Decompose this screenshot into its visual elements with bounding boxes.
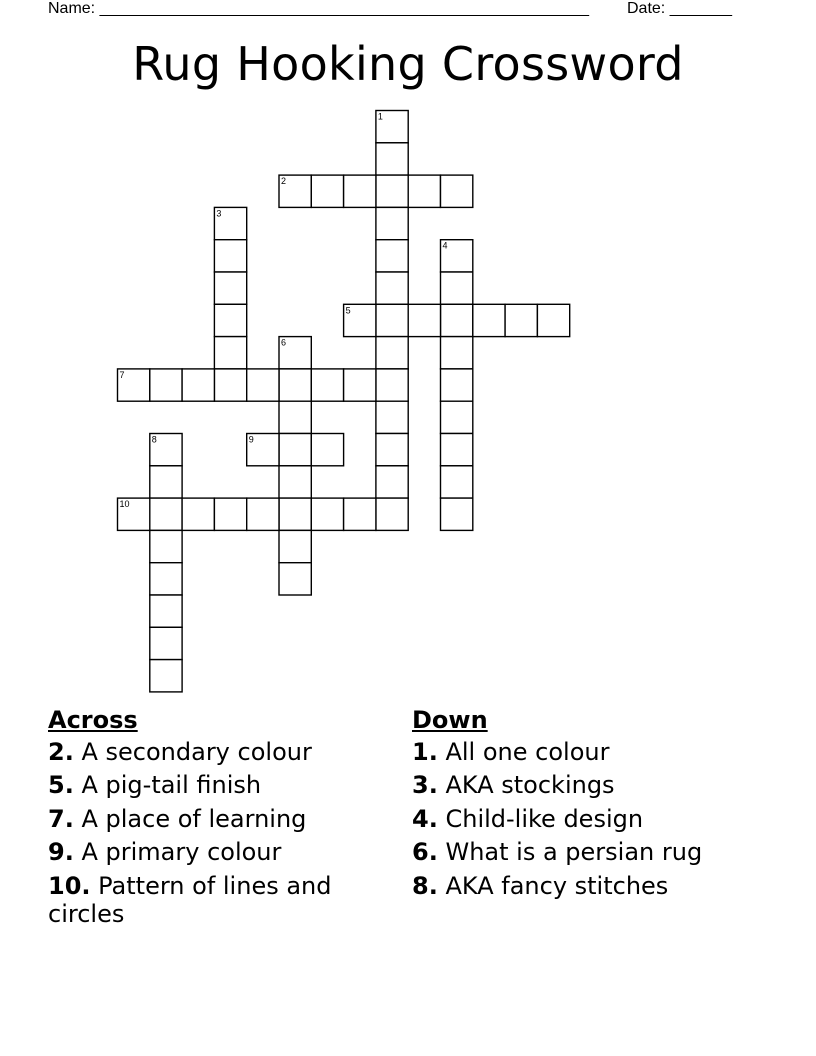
clue-number: 6. [412,838,438,866]
grid-cell[interactable] [279,369,311,401]
grid-cell[interactable] [441,498,473,530]
cell-number: 6 [281,337,287,348]
grid-cell[interactable] [408,175,440,207]
date-field: Date: _______ [627,0,732,17]
clue-number: 8. [412,871,438,900]
cell-number: 4 [442,240,448,251]
cell-number: 5 [345,305,351,316]
grid-cell[interactable] [311,175,343,207]
down-clue [412,838,762,866]
across-clues [48,704,378,933]
grid-cell[interactable] [505,304,537,336]
grid-cell[interactable] [441,401,473,433]
grid-cell[interactable] [311,369,343,401]
down-clue [412,738,762,766]
clue-number: 10. [48,871,91,900]
clue-text: A place of learning [81,804,307,833]
across-clue [48,805,378,833]
clue-text: A pig-tail finish [81,771,262,799]
cell-number: 7 [119,369,125,380]
grid-cell[interactable] [441,304,473,336]
grid-cell[interactable] [214,369,246,401]
grid-cell[interactable] [150,627,182,659]
grid-cell[interactable] [441,434,473,466]
grid-cell[interactable] [150,369,182,401]
grid-cell[interactable] [376,272,408,304]
cell-number: 1 [377,111,383,122]
across-clue [48,838,378,866]
cell-number: 10 [119,499,130,510]
grid-cell[interactable] [408,304,440,336]
grid-cell[interactable] [214,337,246,369]
grid-cell[interactable] [376,304,408,336]
grid-cell[interactable] [279,434,311,466]
grid-cell[interactable] [150,563,182,595]
cell-number: 2 [281,176,287,187]
clue-text: A primary colour [81,838,282,866]
grid-cell[interactable] [279,498,311,530]
clue-text: All one colour [445,737,610,766]
grid-cell[interactable] [182,369,214,401]
clue-number: 4. [412,804,438,833]
grid-cell[interactable] [441,175,473,207]
clue-number: 1. [412,737,438,766]
clue-number: 2. [48,737,74,766]
clue-text: Pattern of lines and circles [48,871,332,928]
down-clue [412,771,762,799]
grid-cell[interactable] [150,498,182,530]
down-clues [412,704,762,905]
grid-cell[interactable] [150,530,182,562]
grid-cell[interactable] [214,272,246,304]
across-clue [48,771,378,799]
grid-cell[interactable] [311,434,343,466]
across-clue [48,738,378,766]
grid-cell[interactable] [376,240,408,272]
grid-cell[interactable] [344,175,376,207]
grid-cell[interactable] [279,530,311,562]
grid-cell[interactable] [376,207,408,239]
clue-text: Child-like design [445,804,644,833]
name-field: Name: _______________________________________________________ [48,0,589,17]
clue-number: 5. [48,771,74,799]
clue-text: A secondary colour [81,737,312,766]
cell-number: 3 [216,208,222,219]
grid-cell[interactable] [441,466,473,498]
grid-cell[interactable] [279,401,311,433]
grid-cell[interactable] [311,498,343,530]
clue-text: AKA stockings [445,771,615,799]
across-clue [48,872,378,928]
grid-cell[interactable] [182,498,214,530]
clue-text: AKA fancy stitches [445,871,669,900]
grid-cell[interactable] [150,595,182,627]
grid-cell[interactable] [279,563,311,595]
grid-cell[interactable] [214,304,246,336]
down-clue [412,805,762,833]
grid-cell[interactable] [214,498,246,530]
clue-number: 7. [48,804,74,833]
grid-cell[interactable] [279,466,311,498]
grid-cell[interactable] [214,240,246,272]
clue-number: 3. [412,771,438,799]
grid-cell[interactable] [376,337,408,369]
cell-number: 9 [248,434,254,445]
grid-cell[interactable] [247,369,279,401]
grid-cell[interactable] [376,401,408,433]
grid-cell[interactable] [247,498,279,530]
grid-cell[interactable] [473,304,505,336]
clue-text: What is a persian rug [445,838,703,866]
down-clue [412,872,762,900]
cell-number: 8 [151,434,157,445]
grid-cell[interactable] [150,660,182,692]
grid-cell[interactable] [537,304,569,336]
grid-cell[interactable] [376,369,408,401]
clue-number: 9. [48,838,74,866]
grid-cell[interactable] [441,369,473,401]
grid-cell[interactable] [376,143,408,175]
grid-cell[interactable] [344,498,376,530]
grid-cell[interactable] [344,369,376,401]
grid-cell[interactable] [376,466,408,498]
page-title: Rug Hooking Crossword [132,37,684,91]
grid-cell[interactable] [376,434,408,466]
grid-cell[interactable] [376,498,408,530]
grid-cell[interactable] [441,337,473,369]
across-heading: Across [48,706,138,734]
grid-cell[interactable] [376,175,408,207]
grid-cell[interactable] [150,466,182,498]
grid-cell[interactable] [441,272,473,304]
down-heading: Down [412,706,488,734]
